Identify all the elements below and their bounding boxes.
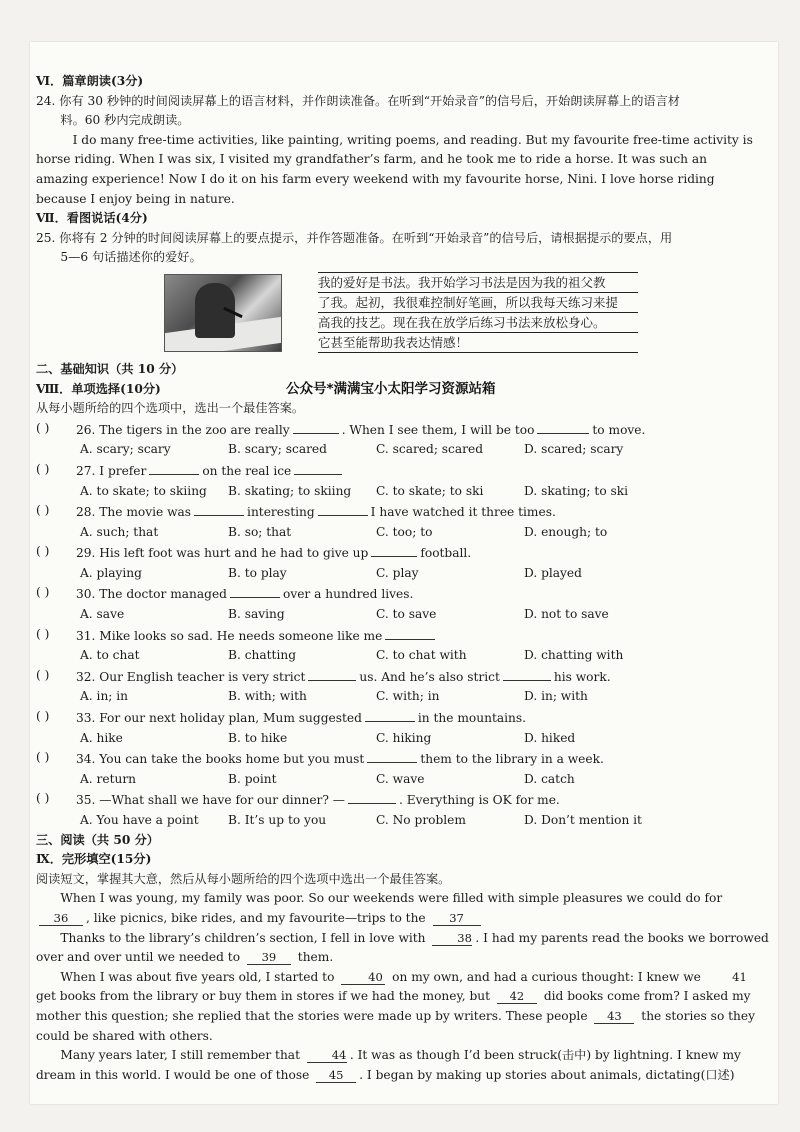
hint-line-1: 我的爱好是书法。我开始学习书法是因为我的祖父教: [318, 272, 638, 293]
option-b[interactable]: B. skating; to skiing: [228, 483, 352, 498]
option-d[interactable]: D. in; with: [524, 689, 588, 704]
stem-text: to move.: [592, 422, 646, 437]
answer-paren[interactable]: ( ): [36, 750, 50, 765]
option-d[interactable]: D. Don’t mention it: [524, 813, 642, 827]
option-d[interactable]: D. skating; to ski: [524, 483, 629, 498]
cloze-text: dream in this world. I would be one of those: [36, 1067, 310, 1082]
passage-line-1: I do many free-time activities, like painting, writing poems, and reading. But my favourite free-time activity is: [72, 132, 753, 147]
question-blank[interactable]: [365, 707, 415, 722]
cloze-blank-37[interactable]: 37: [433, 911, 481, 926]
cloze-blank-41[interactable]: 41: [732, 969, 747, 984]
question-blank[interactable]: [194, 501, 244, 516]
stem-text: us. And he’s also strict: [359, 669, 500, 684]
cloze-line-9: [36, 1046, 756, 1066]
question-row: [36, 542, 756, 564]
option-a[interactable]: A. You have a point: [80, 813, 199, 827]
cloze-line-5: [36, 968, 756, 988]
options-row: [36, 523, 756, 543]
stem-text: his work.: [553, 669, 611, 684]
section-8-row: [36, 380, 756, 400]
stem-text: in the mountains.: [417, 711, 526, 726]
options-row: [36, 564, 756, 584]
option-d[interactable]: D. hiked: [524, 730, 576, 745]
answer-paren[interactable]: ( ): [36, 626, 50, 641]
cloze-line-7: [36, 1007, 756, 1027]
section-6-title: Ⅵ．篇章朗读(3分): [36, 74, 144, 88]
question-stem: [76, 707, 526, 729]
question-stem: [76, 748, 604, 770]
question-row: [36, 501, 756, 523]
cloze-blank-42[interactable]: 42: [497, 989, 537, 1004]
option-c[interactable]: C. to save: [376, 607, 437, 622]
option-d[interactable]: D. played: [524, 565, 582, 580]
option-a[interactable]: A. scary; scary: [80, 442, 171, 457]
question-row: [36, 748, 756, 770]
question-blank[interactable]: [348, 789, 396, 804]
question-blank[interactable]: [537, 419, 589, 434]
section-8-title: Ⅷ．单项选择(10分): [36, 381, 161, 396]
option-a[interactable]: A. to skate; to skiing: [80, 483, 207, 498]
question-row: [36, 789, 756, 811]
hint-line-2: 了我。起初，我很难控制好笔画，所以我每天练习来提: [318, 293, 638, 313]
answer-paren[interactable]: ( ): [36, 503, 50, 518]
q24-instruction-1: 24. 你有 30 秒钟的时间阅读屏幕上的语言材料，并作朗读准备。在听到“开始录音”的信号后，开始朗读屏幕上的语言材: [36, 93, 680, 108]
cloze-blank-44[interactable]: 44: [307, 1048, 347, 1063]
cloze-text: Thanks to the library’s children’s section, I fell in love with: [60, 930, 426, 945]
cloze-text: the stories so they: [641, 1008, 755, 1023]
stem-text: over a hundred lives.: [282, 587, 414, 602]
option-a[interactable]: A. such; that: [80, 524, 159, 539]
option-b[interactable]: B. It’s up to you: [228, 813, 327, 827]
cloze-blank-39[interactable]: 39: [247, 950, 291, 965]
options-row: [36, 440, 756, 460]
cloze-line-6: [36, 987, 756, 1007]
passage-line-4: because I enjoy being in nature.: [36, 191, 235, 206]
option-b[interactable]: B. to play: [228, 565, 287, 580]
cloze-line-4: [36, 948, 756, 968]
option-b[interactable]: B. with; with: [228, 689, 307, 704]
option-c[interactable]: C. scared; scared: [376, 442, 483, 457]
stem-text: 32. Our English teacher is very strict: [76, 669, 306, 684]
option-a[interactable]: A. to chat: [80, 648, 140, 663]
option-c[interactable]: C. to chat with: [376, 648, 467, 663]
cloze-text: . I had my parents read the books we borrowed: [475, 930, 769, 945]
cloze-text: When I was about five years old, I started to: [60, 969, 335, 984]
options-row: [36, 811, 756, 831]
q25-instruction-2: 5—6 句话描述你的爱好。: [60, 250, 202, 265]
option-b[interactable]: B. saving: [228, 607, 285, 622]
passage-line-2: horse riding. When I was six, I visited my grandfather’s farm, and he took me to ride a horse. It was such an: [36, 152, 707, 167]
section-9-instruction: 阅读短文，掌握其大意，然后从每小题所给的四个选项中选出一个最佳答案。: [36, 871, 451, 886]
option-a[interactable]: A. playing: [80, 565, 142, 580]
cloze-blank-36[interactable]: 36: [39, 911, 83, 926]
cloze-blank-40[interactable]: 40: [341, 970, 385, 985]
calligraphy-photo: [164, 274, 282, 352]
stem-text: 33. For our next holiday plan, Mum suggested: [76, 711, 362, 726]
option-a[interactable]: A. in; in: [80, 689, 129, 704]
stem-text: interesting: [247, 505, 315, 520]
picture-talk-area: [36, 274, 756, 356]
q24-instruction-2: 料。60 秒内完成朗读。: [60, 113, 190, 128]
options-row: [36, 605, 756, 625]
option-c[interactable]: C. with; in: [376, 689, 440, 704]
question-blank[interactable]: [385, 625, 435, 640]
question-row: [36, 707, 756, 729]
options-row: [36, 482, 756, 502]
hint-box: [318, 272, 638, 353]
cloze-text: on my own, and had a curious thought: I knew we: [392, 969, 701, 984]
question-blank[interactable]: [293, 419, 339, 434]
hint-line-4: 它甚至能帮助我表达情感！: [318, 333, 638, 353]
question-blank[interactable]: [318, 501, 368, 516]
question-blank[interactable]: [503, 666, 551, 681]
mcq-list: [36, 419, 756, 831]
options-row: [36, 729, 756, 749]
question-row: [36, 625, 756, 647]
part-2-title: 二、基础知识（共 10 分）: [36, 361, 184, 376]
cloze-text: over and over until we needed to: [36, 950, 241, 965]
option-b[interactable]: B. scary; scared: [228, 442, 327, 457]
stem-text: 35. —What shall we have for our dinner? —: [76, 793, 345, 808]
option-d[interactable]: D. enough; to: [524, 524, 608, 539]
option-b[interactable]: B. chatting: [228, 648, 296, 663]
option-d[interactable]: D. chatting with: [524, 648, 624, 663]
cloze-text: . I began by making up stories about animals, dictating(口述): [359, 1067, 735, 1082]
question-row: [36, 460, 756, 482]
option-b[interactable]: B. point: [228, 771, 277, 786]
question-stem: [76, 419, 645, 441]
cloze-text: , like picnics, bike rides, and my favourite—trips to the: [86, 910, 426, 925]
stem-text: 27. I prefer: [76, 463, 147, 478]
option-b[interactable]: B. to hike: [228, 730, 288, 745]
cloze-line-1: When I was young, my family was poor. So our weekends were filled with simple pleasures we could do for: [60, 891, 723, 906]
question-row: [36, 419, 756, 441]
stem-text: on the real ice: [202, 463, 292, 478]
option-c[interactable]: C. wave: [376, 771, 425, 786]
option-c[interactable]: C. too; to: [376, 524, 433, 539]
question-stem: [76, 789, 560, 811]
section-8-instruction: 从每小题所给的四个选项中，选出一个最佳答案。: [36, 401, 305, 416]
question-blank[interactable]: [230, 583, 280, 598]
answer-paren[interactable]: ( ): [36, 544, 50, 559]
stem-text: 29. His left foot was hurt and he had to give up: [76, 546, 369, 561]
question-row: [36, 583, 756, 605]
question-stem: [76, 583, 413, 605]
hint-line-3: 高我的技艺。现在我在放学后练习书法来放松身心。: [318, 313, 638, 333]
exam-page: [30, 42, 778, 1104]
stem-text: . When I see them, I will be too: [341, 422, 535, 437]
question-stem: [76, 625, 438, 647]
question-blank[interactable]: [308, 666, 356, 681]
stem-text: them to the library in a week.: [420, 752, 604, 767]
section-9-title: Ⅸ．完形填空(15分): [36, 852, 152, 867]
answer-paren[interactable]: ( ): [36, 667, 50, 682]
page-content: [36, 72, 769, 1085]
passage-line-3: amazing experience! Now I do it on his farm every weekend with my favourite horse, Nini. I love horse riding: [36, 171, 715, 186]
cloze-text: them.: [297, 950, 334, 965]
option-d[interactable]: D. catch: [524, 771, 575, 786]
options-row: [36, 770, 756, 790]
option-b[interactable]: B. so; that: [228, 524, 292, 539]
question-stem: [76, 501, 556, 523]
stem-text: football.: [420, 546, 472, 561]
option-c[interactable]: C. play: [376, 565, 419, 580]
answer-paren[interactable]: ( ): [36, 585, 50, 600]
cloze-line-3: [36, 929, 769, 949]
stem-text: 31. Mike looks so sad. He needs someone like me: [76, 628, 383, 643]
cloze-blank-38[interactable]: 38: [432, 931, 472, 946]
cloze-line-2: [36, 909, 756, 929]
stem-text: 28. The movie was: [76, 505, 192, 520]
option-d[interactable]: D. not to save: [524, 607, 609, 622]
cloze-blank-45[interactable]: 45: [316, 1068, 356, 1083]
cloze-text: did books come from? I asked my: [543, 989, 751, 1004]
answer-paren[interactable]: ( ): [36, 709, 50, 724]
answer-paren[interactable]: ( ): [36, 420, 50, 435]
section-7-title: Ⅶ．看图说话(4分): [36, 211, 148, 226]
cloze-text: get books from the library or buy them in stores if we had the money, but: [36, 989, 491, 1004]
cloze-line-10: [36, 1066, 756, 1086]
option-c[interactable]: C. to skate; to ski: [376, 483, 484, 498]
question-blank[interactable]: [149, 460, 199, 475]
options-row: [36, 687, 756, 707]
question-blank[interactable]: [294, 460, 342, 475]
option-c[interactable]: C. No problem: [376, 813, 466, 827]
question-stem: [76, 542, 471, 564]
question-stem: [76, 460, 345, 482]
cloze-text: . It was as though I’d been struck(击中) by lightning. I knew my: [349, 1048, 741, 1063]
stem-text: 30. The doctor managed: [76, 587, 227, 602]
stem-text: I have watched it three times.: [370, 505, 556, 520]
question-blank[interactable]: [367, 748, 417, 763]
cloze-line-8: could be shared with others.: [36, 1028, 213, 1043]
question-stem: [76, 666, 611, 688]
option-a[interactable]: A. save: [80, 607, 125, 622]
option-d[interactable]: D. scared; scary: [524, 442, 624, 457]
watermark-text: 公众号*满满宝小太阳学习资源站箱: [286, 380, 496, 397]
option-c[interactable]: C. hiking: [376, 730, 432, 745]
stem-text: 26. The tigers in the zoo are really: [76, 422, 290, 437]
cloze-text: Many years later, I still remember that: [60, 1048, 300, 1063]
stem-text: 34. You can take the books home but you must: [76, 752, 365, 767]
cloze-blank-43[interactable]: 43: [594, 1009, 634, 1024]
part-3-title: 三、阅读（共 50 分）: [36, 832, 159, 847]
question-row: [36, 666, 756, 688]
stem-text: . Everything is OK for me.: [398, 793, 560, 808]
cloze-text: mother this question; she replied that the stories were made up by writers. These people: [36, 1008, 588, 1023]
q25-instruction-1: 25. 你将有 2 分钟的时间阅读屏幕上的要点提示，并作答题准备。在听到“开始录音”的信号后，请根据提示的要点，用: [36, 230, 673, 245]
question-blank[interactable]: [371, 542, 417, 557]
option-a[interactable]: A. hike: [80, 730, 123, 745]
answer-paren[interactable]: ( ): [36, 461, 50, 476]
option-a[interactable]: A. return: [80, 771, 137, 786]
options-row: [36, 646, 756, 666]
answer-paren[interactable]: ( ): [36, 791, 50, 806]
